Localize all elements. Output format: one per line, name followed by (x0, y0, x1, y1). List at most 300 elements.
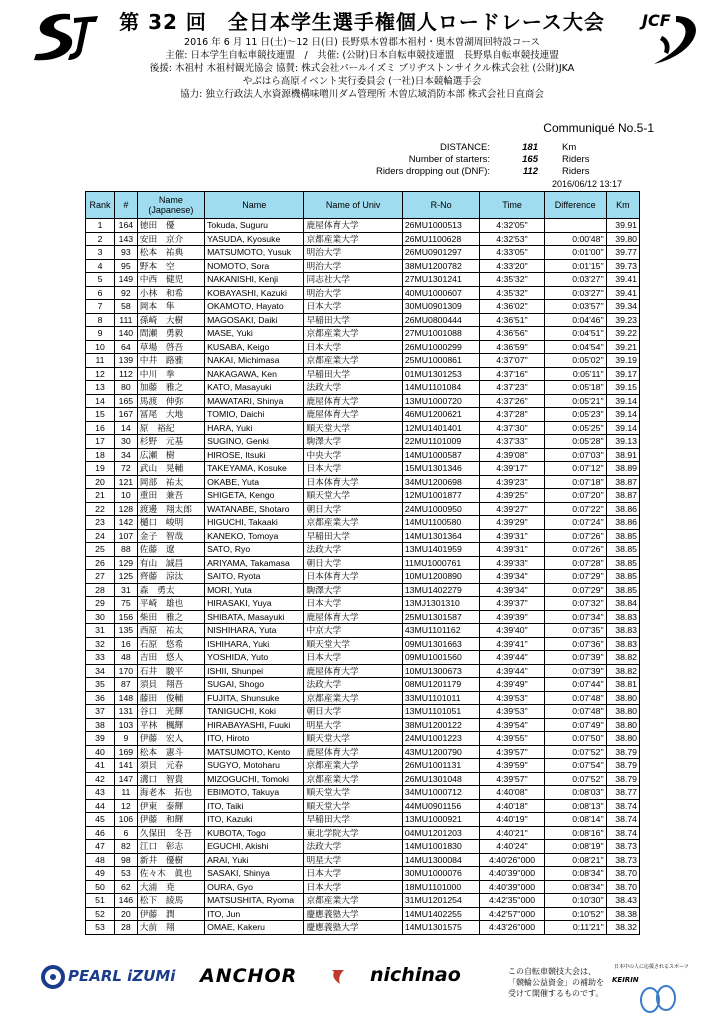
speed-cell: 38.83 (606, 624, 639, 638)
bib-number-cell: 28 (114, 921, 137, 935)
stat-label: DISTANCE: (440, 142, 490, 153)
time-cell: 4:39'31'' (480, 543, 544, 557)
rank-cell: 7 (86, 300, 115, 314)
time-cell: 4:39'33'' (480, 556, 544, 570)
difference-cell: 0:07'29'' (544, 583, 606, 597)
japanese-name-cell: 野本 空 (137, 259, 204, 273)
table-row (86, 705, 640, 719)
speed-cell: 38.85 (606, 529, 639, 543)
speed-cell: 38.43 (606, 894, 639, 908)
university-cell: 鹿屋体育大学 (304, 219, 402, 233)
difference-cell: 0:03'27'' (544, 273, 606, 287)
registration-number-cell: 11MU1000761 (402, 556, 480, 570)
japanese-name-cell: 岡本 隼 (137, 300, 204, 314)
table-row (86, 745, 640, 759)
bib-number-cell: 149 (114, 273, 137, 287)
time-cell: 4:40'18'' (480, 799, 544, 813)
keirin-logo-text: KEIRIN (612, 976, 639, 984)
time-cell: 4:42'57''000 (480, 907, 544, 921)
difference-cell: 0:10'30'' (544, 894, 606, 908)
university-cell: 早稲田大学 (304, 813, 402, 827)
university-cell: 京都産業大学 (304, 327, 402, 341)
university-cell: 京都産業大学 (304, 232, 402, 246)
japanese-name-cell: 平林 楓輝 (137, 718, 204, 732)
rank-cell: 13 (86, 381, 115, 395)
registration-number-cell: 26MU0901297 (402, 246, 480, 260)
speed-cell: 39.91 (606, 219, 639, 233)
rank-cell: 38 (86, 718, 115, 732)
table-row (86, 408, 640, 422)
university-cell: 鹿屋体育大学 (304, 745, 402, 759)
speed-cell: 38.84 (606, 597, 639, 611)
result-timestamp: 2016/06/12 13:17 (552, 179, 623, 189)
rank-cell: 18 (86, 448, 115, 462)
stat-value: 112 (522, 166, 538, 177)
bib-number-cell: 131 (114, 705, 137, 719)
university-cell: 順天堂大学 (304, 489, 402, 503)
rank-cell: 52 (86, 907, 115, 921)
rank-cell: 40 (86, 745, 115, 759)
university-cell: 早稲田大学 (304, 367, 402, 381)
time-cell: 4:40'24'' (480, 840, 544, 854)
time-cell: 4:37'07'' (480, 354, 544, 368)
difference-cell (544, 219, 606, 233)
speed-cell: 38.80 (606, 718, 639, 732)
name-cell: NOMOTO, Sora (205, 259, 304, 273)
table-row (86, 286, 640, 300)
japanese-name-cell: 平崎 雄也 (137, 597, 204, 611)
rank-cell: 23 (86, 516, 115, 530)
note-line: 受けて開催するものです。 (508, 989, 604, 998)
university-cell: 日本体育大学 (304, 570, 402, 584)
time-cell: 4:39'41'' (480, 637, 544, 651)
difference-cell: 0:08'03'' (544, 786, 606, 800)
supporters-line: 後援: 木祖村 木祖村観光協会 協賛: 株式会社パールイズミ ブリヂストンサイクル株式会社 (公財)JKA (149, 63, 575, 74)
speed-cell: 38.32 (606, 921, 639, 935)
table-row (86, 813, 640, 827)
japanese-name-cell: 柴田 雅之 (137, 610, 204, 624)
university-cell: 明星大学 (304, 718, 402, 732)
name-cell: SUGINO, Genki (205, 435, 304, 449)
table-row (86, 732, 640, 746)
page-title: 第 32 回 全日本学生選手権個人ロードレース大会 (119, 10, 605, 34)
time-cell: 4:37'33'' (480, 435, 544, 449)
bib-number-cell: 58 (114, 300, 137, 314)
col-r-no-header: R-No (402, 192, 480, 219)
difference-cell: 0:07'48'' (544, 691, 606, 705)
difference-cell: 0:08'13'' (544, 799, 606, 813)
bib-number-cell: 92 (114, 286, 137, 300)
university-cell: 中京大学 (304, 624, 402, 638)
speed-cell: 39.41 (606, 273, 639, 287)
time-cell: 4:39'27'' (480, 502, 544, 516)
bib-number-cell: 95 (114, 259, 137, 273)
table-row (86, 907, 640, 921)
bib-number-cell: 9 (114, 732, 137, 746)
rank-cell: 34 (86, 664, 115, 678)
note-line: この自転車競技大会は、 (508, 967, 596, 976)
bib-number-cell: 98 (114, 853, 137, 867)
student-federation-logo (30, 10, 102, 62)
university-cell: 鹿屋体育大学 (304, 408, 402, 422)
speed-cell: 38.74 (606, 813, 639, 827)
japanese-name-cell: 広瀬 樹 (137, 448, 204, 462)
registration-number-cell: 27MU1001088 (402, 327, 480, 341)
japanese-name-cell: 加藤 雅之 (137, 381, 204, 395)
rank-cell: 39 (86, 732, 115, 746)
speed-cell: 38.81 (606, 678, 639, 692)
bib-number-cell: 16 (114, 637, 137, 651)
registration-number-cell: 14MU1301364 (402, 529, 480, 543)
university-cell: 京都産業大学 (304, 759, 402, 773)
registration-number-cell: 13MU1101051 (402, 705, 480, 719)
speed-cell: 38.79 (606, 745, 639, 759)
time-cell: 4:37'26'' (480, 394, 544, 408)
name-cell: MATSUSHITA, Ryoma (205, 894, 304, 908)
university-cell: 日本大学 (304, 340, 402, 354)
difference-cell: 0:08'34'' (544, 880, 606, 894)
japanese-name-cell: 草場 啓吾 (137, 340, 204, 354)
speed-cell: 38.73 (606, 840, 639, 854)
japanese-name-cell: 徳田 優 (137, 219, 204, 233)
difference-cell: 0:07'52'' (544, 772, 606, 786)
speed-cell: 38.87 (606, 475, 639, 489)
bib-number-cell: 139 (114, 354, 137, 368)
pearl-izumi-logo (40, 964, 190, 990)
time-cell: 4:36'02'' (480, 300, 544, 314)
speed-cell: 38.86 (606, 516, 639, 530)
japanese-name-cell: 中川 拳 (137, 367, 204, 381)
table-row (86, 610, 640, 624)
name-cell: MIZOGUCHI, Tomoki (205, 772, 304, 786)
difference-cell: 0:07'50'' (544, 732, 606, 746)
rank-cell: 6 (86, 286, 115, 300)
japanese-name-cell: 佐藤 遼 (137, 543, 204, 557)
table-row (86, 772, 640, 786)
name-cell: TANIGUCHI, Koki (205, 705, 304, 719)
bib-number-cell: 48 (114, 651, 137, 665)
rank-cell: 26 (86, 556, 115, 570)
rank-cell: 15 (86, 408, 115, 422)
name-cell: YASUDA, Kyosuke (205, 232, 304, 246)
rank-cell: 8 (86, 313, 115, 327)
table-row (86, 840, 640, 854)
registration-number-cell: 14MU1001830 (402, 840, 480, 854)
registration-number-cell: 14MU1301575 (402, 921, 480, 935)
results-table (85, 191, 640, 935)
registration-number-cell: 10MU1300673 (402, 664, 480, 678)
table-row (86, 529, 640, 543)
supporters-line-2: やぶはら高原イベント実行委員会 (一社)日本競輪選手会 (242, 76, 482, 87)
university-cell: 同志社大学 (304, 273, 402, 287)
name-cell: OMAE, Kakeru (205, 921, 304, 935)
bib-number-cell: 165 (114, 394, 137, 408)
university-cell: 東北学院大学 (304, 826, 402, 840)
bib-number-cell: 106 (114, 813, 137, 827)
university-cell: 日本大学 (304, 300, 402, 314)
difference-cell: 0:07'29'' (544, 570, 606, 584)
registration-number-cell: 14MU1300084 (402, 853, 480, 867)
registration-number-cell: 01MU1301253 (402, 367, 480, 381)
university-cell: 明治大学 (304, 246, 402, 260)
table-row (86, 556, 640, 570)
table-row (86, 367, 640, 381)
time-cell: 4:39'34'' (480, 570, 544, 584)
keirin-rings-icon (630, 984, 690, 1014)
japanese-name-cell: 石井 駿平 (137, 664, 204, 678)
name-cell: NISHIHARA, Yuta (205, 624, 304, 638)
bib-number-cell: 103 (114, 718, 137, 732)
speed-cell: 38.80 (606, 691, 639, 705)
rank-cell: 20 (86, 475, 115, 489)
japanese-name-cell: 有山 誠昌 (137, 556, 204, 570)
name-cell: SUGYO, Motoharu (205, 759, 304, 773)
table-row (86, 327, 640, 341)
time-cell: 4:39'40'' (480, 624, 544, 638)
time-cell: 4:32'53'' (480, 232, 544, 246)
difference-cell: 0:11'21'' (544, 921, 606, 935)
time-cell: 4:39'57'' (480, 745, 544, 759)
difference-cell: 0:07'24'' (544, 516, 606, 530)
rank-cell: 43 (86, 786, 115, 800)
speed-cell: 38.74 (606, 826, 639, 840)
university-cell: 朝日大学 (304, 705, 402, 719)
university-cell: 順天堂大学 (304, 637, 402, 651)
name-cell: OKAMOTO, Hayato (205, 300, 304, 314)
registration-number-cell: 14MU1101084 (402, 381, 480, 395)
name-cell: SAITO, Ryota (205, 570, 304, 584)
name-cell: KUBOTA, Togo (205, 826, 304, 840)
time-cell: 4:36'51'' (480, 313, 544, 327)
difference-cell: 0:07'18'' (544, 475, 606, 489)
organizers-line: 主催: 日本学生自転車競技連盟 / 共催: (公財)日本自転車競技連盟 長野県自転車競技連盟 (165, 50, 559, 61)
registration-number-cell: 14MU1000587 (402, 448, 480, 462)
difference-cell: 0:03'27'' (544, 286, 606, 300)
table-row (86, 826, 640, 840)
table-row (86, 894, 640, 908)
name-cell: MATSUMOTO, Kento (205, 745, 304, 759)
time-cell: 4:39'44'' (480, 651, 544, 665)
bib-number-cell: 10 (114, 489, 137, 503)
rank-cell: 12 (86, 367, 115, 381)
difference-cell: 0:01'15'' (544, 259, 606, 273)
name-cell: KATO, Masayuki (205, 381, 304, 395)
time-cell: 4:39'53'' (480, 705, 544, 719)
bib-number-cell: 148 (114, 691, 137, 705)
difference-cell: 0:08'16'' (544, 826, 606, 840)
bib-number-cell: 167 (114, 408, 137, 422)
time-cell: 4:33'05'' (480, 246, 544, 260)
university-cell: 日本大学 (304, 597, 402, 611)
bib-number-cell: 111 (114, 313, 137, 327)
bib-number-cell: 112 (114, 367, 137, 381)
rank-cell: 45 (86, 813, 115, 827)
bib-number-cell: 6 (114, 826, 137, 840)
table-row (86, 246, 640, 260)
japanese-name-cell: 孫崎 大樹 (137, 313, 204, 327)
registration-number-cell: 26MU0800444 (402, 313, 480, 327)
speed-cell: 39.22 (606, 327, 639, 341)
registration-number-cell: 43MU1101162 (402, 624, 480, 638)
registration-number-cell: 31MU1201254 (402, 894, 480, 908)
col-km-header: Km (606, 192, 639, 219)
bib-number-cell: 80 (114, 381, 137, 395)
university-cell: 日本大学 (304, 462, 402, 476)
registration-number-cell: 22MU1101009 (402, 435, 480, 449)
table-row (86, 381, 640, 395)
name-cell: KOBAYASHI, Kazuki (205, 286, 304, 300)
difference-cell: 0:05'28'' (544, 435, 606, 449)
speed-cell: 38.70 (606, 880, 639, 894)
japanese-name-cell: 松本 憲斗 (137, 745, 204, 759)
university-cell: 順天堂大学 (304, 799, 402, 813)
registration-number-cell: 13MU1000720 (402, 394, 480, 408)
speed-cell: 38.70 (606, 867, 639, 881)
speed-cell: 39.13 (606, 435, 639, 449)
note-line: 「競輪公益資金」の補助を (508, 978, 604, 987)
difference-cell: 0:07'39'' (544, 664, 606, 678)
university-cell: 朝日大学 (304, 556, 402, 570)
difference-cell: 0:08'14'' (544, 813, 606, 827)
difference-cell: 0:08'21'' (544, 853, 606, 867)
name-cell: SATO, Ryo (205, 543, 304, 557)
name-cell: OURA, Gyo (205, 880, 304, 894)
time-cell: 4:39'59'' (480, 759, 544, 773)
rank-cell: 35 (86, 678, 115, 692)
university-cell: 順天堂大学 (304, 732, 402, 746)
table-row (86, 462, 640, 476)
rank-cell: 47 (86, 840, 115, 854)
keirin-subsidy-note (508, 966, 604, 999)
speed-cell: 39.34 (606, 300, 639, 314)
time-cell: 4:39'57'' (480, 772, 544, 786)
university-cell: 日本大学 (304, 880, 402, 894)
registration-number-cell: 34MU1000712 (402, 786, 480, 800)
university-cell: 法政大学 (304, 543, 402, 557)
japanese-name-cell: 間瀬 勇毅 (137, 327, 204, 341)
speed-cell: 39.80 (606, 232, 639, 246)
speed-cell: 38.73 (606, 853, 639, 867)
japanese-name-cell: 溝口 智貴 (137, 772, 204, 786)
name-cell: TOMIO, Daichi (205, 408, 304, 422)
col-bib-header: # (114, 192, 137, 219)
time-cell: 4:33'20'' (480, 259, 544, 273)
table-header-row (86, 192, 640, 219)
bib-number-cell: 146 (114, 894, 137, 908)
time-cell: 4:32'05'' (480, 219, 544, 233)
japanese-name-cell: 小林 和希 (137, 286, 204, 300)
name-cell: TAKEYAMA, Kosuke (205, 462, 304, 476)
rank-cell: 31 (86, 624, 115, 638)
university-cell: 明星大学 (304, 853, 402, 867)
speed-cell: 38.83 (606, 610, 639, 624)
japanese-name-cell: 海老本 拓也 (137, 786, 204, 800)
difference-cell: 0:07'39'' (544, 651, 606, 665)
bib-number-cell: 164 (114, 219, 137, 233)
name-cell: KANEKO, Tomoya (205, 529, 304, 543)
speed-cell: 39.14 (606, 394, 639, 408)
table-row (86, 624, 640, 638)
table-row (86, 664, 640, 678)
difference-cell: 0:07'03'' (544, 448, 606, 462)
university-cell: 日本大学 (304, 651, 402, 665)
time-cell: 4:40'21'' (480, 826, 544, 840)
rank-cell: 41 (86, 759, 115, 773)
time-cell: 4:42'35''000 (480, 894, 544, 908)
registration-number-cell: 38MU1200782 (402, 259, 480, 273)
table-row (86, 759, 640, 773)
rank-cell: 3 (86, 246, 115, 260)
japanese-name-cell: 重田 兼吾 (137, 489, 204, 503)
university-cell: 早稲田大学 (304, 313, 402, 327)
japanese-name-cell: 松下 綾馬 (137, 894, 204, 908)
name-cell: MORI, Yuta (205, 583, 304, 597)
brand-anchor: ANCHOR (200, 965, 298, 987)
col-difference-header: Difference (544, 192, 606, 219)
rank-cell: 17 (86, 435, 115, 449)
speed-cell: 39.41 (606, 286, 639, 300)
name-cell: ISHII, Shunpei (205, 664, 304, 678)
difference-cell: 0:01'00'' (544, 246, 606, 260)
bib-number-cell: 170 (114, 664, 137, 678)
rank-cell: 30 (86, 610, 115, 624)
rank-cell: 19 (86, 462, 115, 476)
table-row (86, 340, 640, 354)
rank-cell: 27 (86, 570, 115, 584)
brand-nichinao: nichinao (370, 964, 461, 986)
name-cell: FUJITA, Shunsuke (205, 691, 304, 705)
difference-cell: 0:07'44'' (544, 678, 606, 692)
table-row (86, 867, 640, 881)
japanese-name-cell: 中井 路雅 (137, 354, 204, 368)
registration-number-cell: 33MU1101011 (402, 691, 480, 705)
speed-cell: 38.86 (606, 502, 639, 516)
time-cell: 4:36'59'' (480, 340, 544, 354)
rank-cell: 36 (86, 691, 115, 705)
table-row (86, 502, 640, 516)
table-row (86, 259, 640, 273)
university-cell: 日本大学 (304, 867, 402, 881)
keirin-tagline: 日本中の人に応援されるスポーツ (614, 964, 689, 970)
bib-number-cell: 75 (114, 597, 137, 611)
table-row (86, 651, 640, 665)
table-row (86, 232, 640, 246)
stat-label: Number of starters: (408, 154, 490, 165)
bib-number-cell: 88 (114, 543, 137, 557)
speed-cell: 38.80 (606, 705, 639, 719)
difference-cell: 0:04'46'' (544, 313, 606, 327)
table-row (86, 597, 640, 611)
name-cell: HIGUCHI, Takaaki (205, 516, 304, 530)
difference-cell: 0:05'25'' (544, 421, 606, 435)
bib-number-cell: 169 (114, 745, 137, 759)
japanese-name-cell: 齊藤 涼汰 (137, 570, 204, 584)
rank-cell: 44 (86, 799, 115, 813)
bib-number-cell: 30 (114, 435, 137, 449)
time-cell: 4:39'34'' (480, 583, 544, 597)
rank-cell: 9 (86, 327, 115, 341)
difference-cell: 0:07'22'' (544, 502, 606, 516)
time-cell: 4:35'32'' (480, 273, 544, 287)
speed-cell: 38.77 (606, 786, 639, 800)
name-cell: EGUCHI, Akishi (205, 840, 304, 854)
stat-unit: Km (562, 142, 577, 153)
difference-cell: 0:07'52'' (544, 745, 606, 759)
stat-unit: Riders (562, 154, 590, 165)
time-cell: 4:39'49'' (480, 678, 544, 692)
time-cell: 4:40'19'' (480, 813, 544, 827)
table-row (86, 313, 640, 327)
